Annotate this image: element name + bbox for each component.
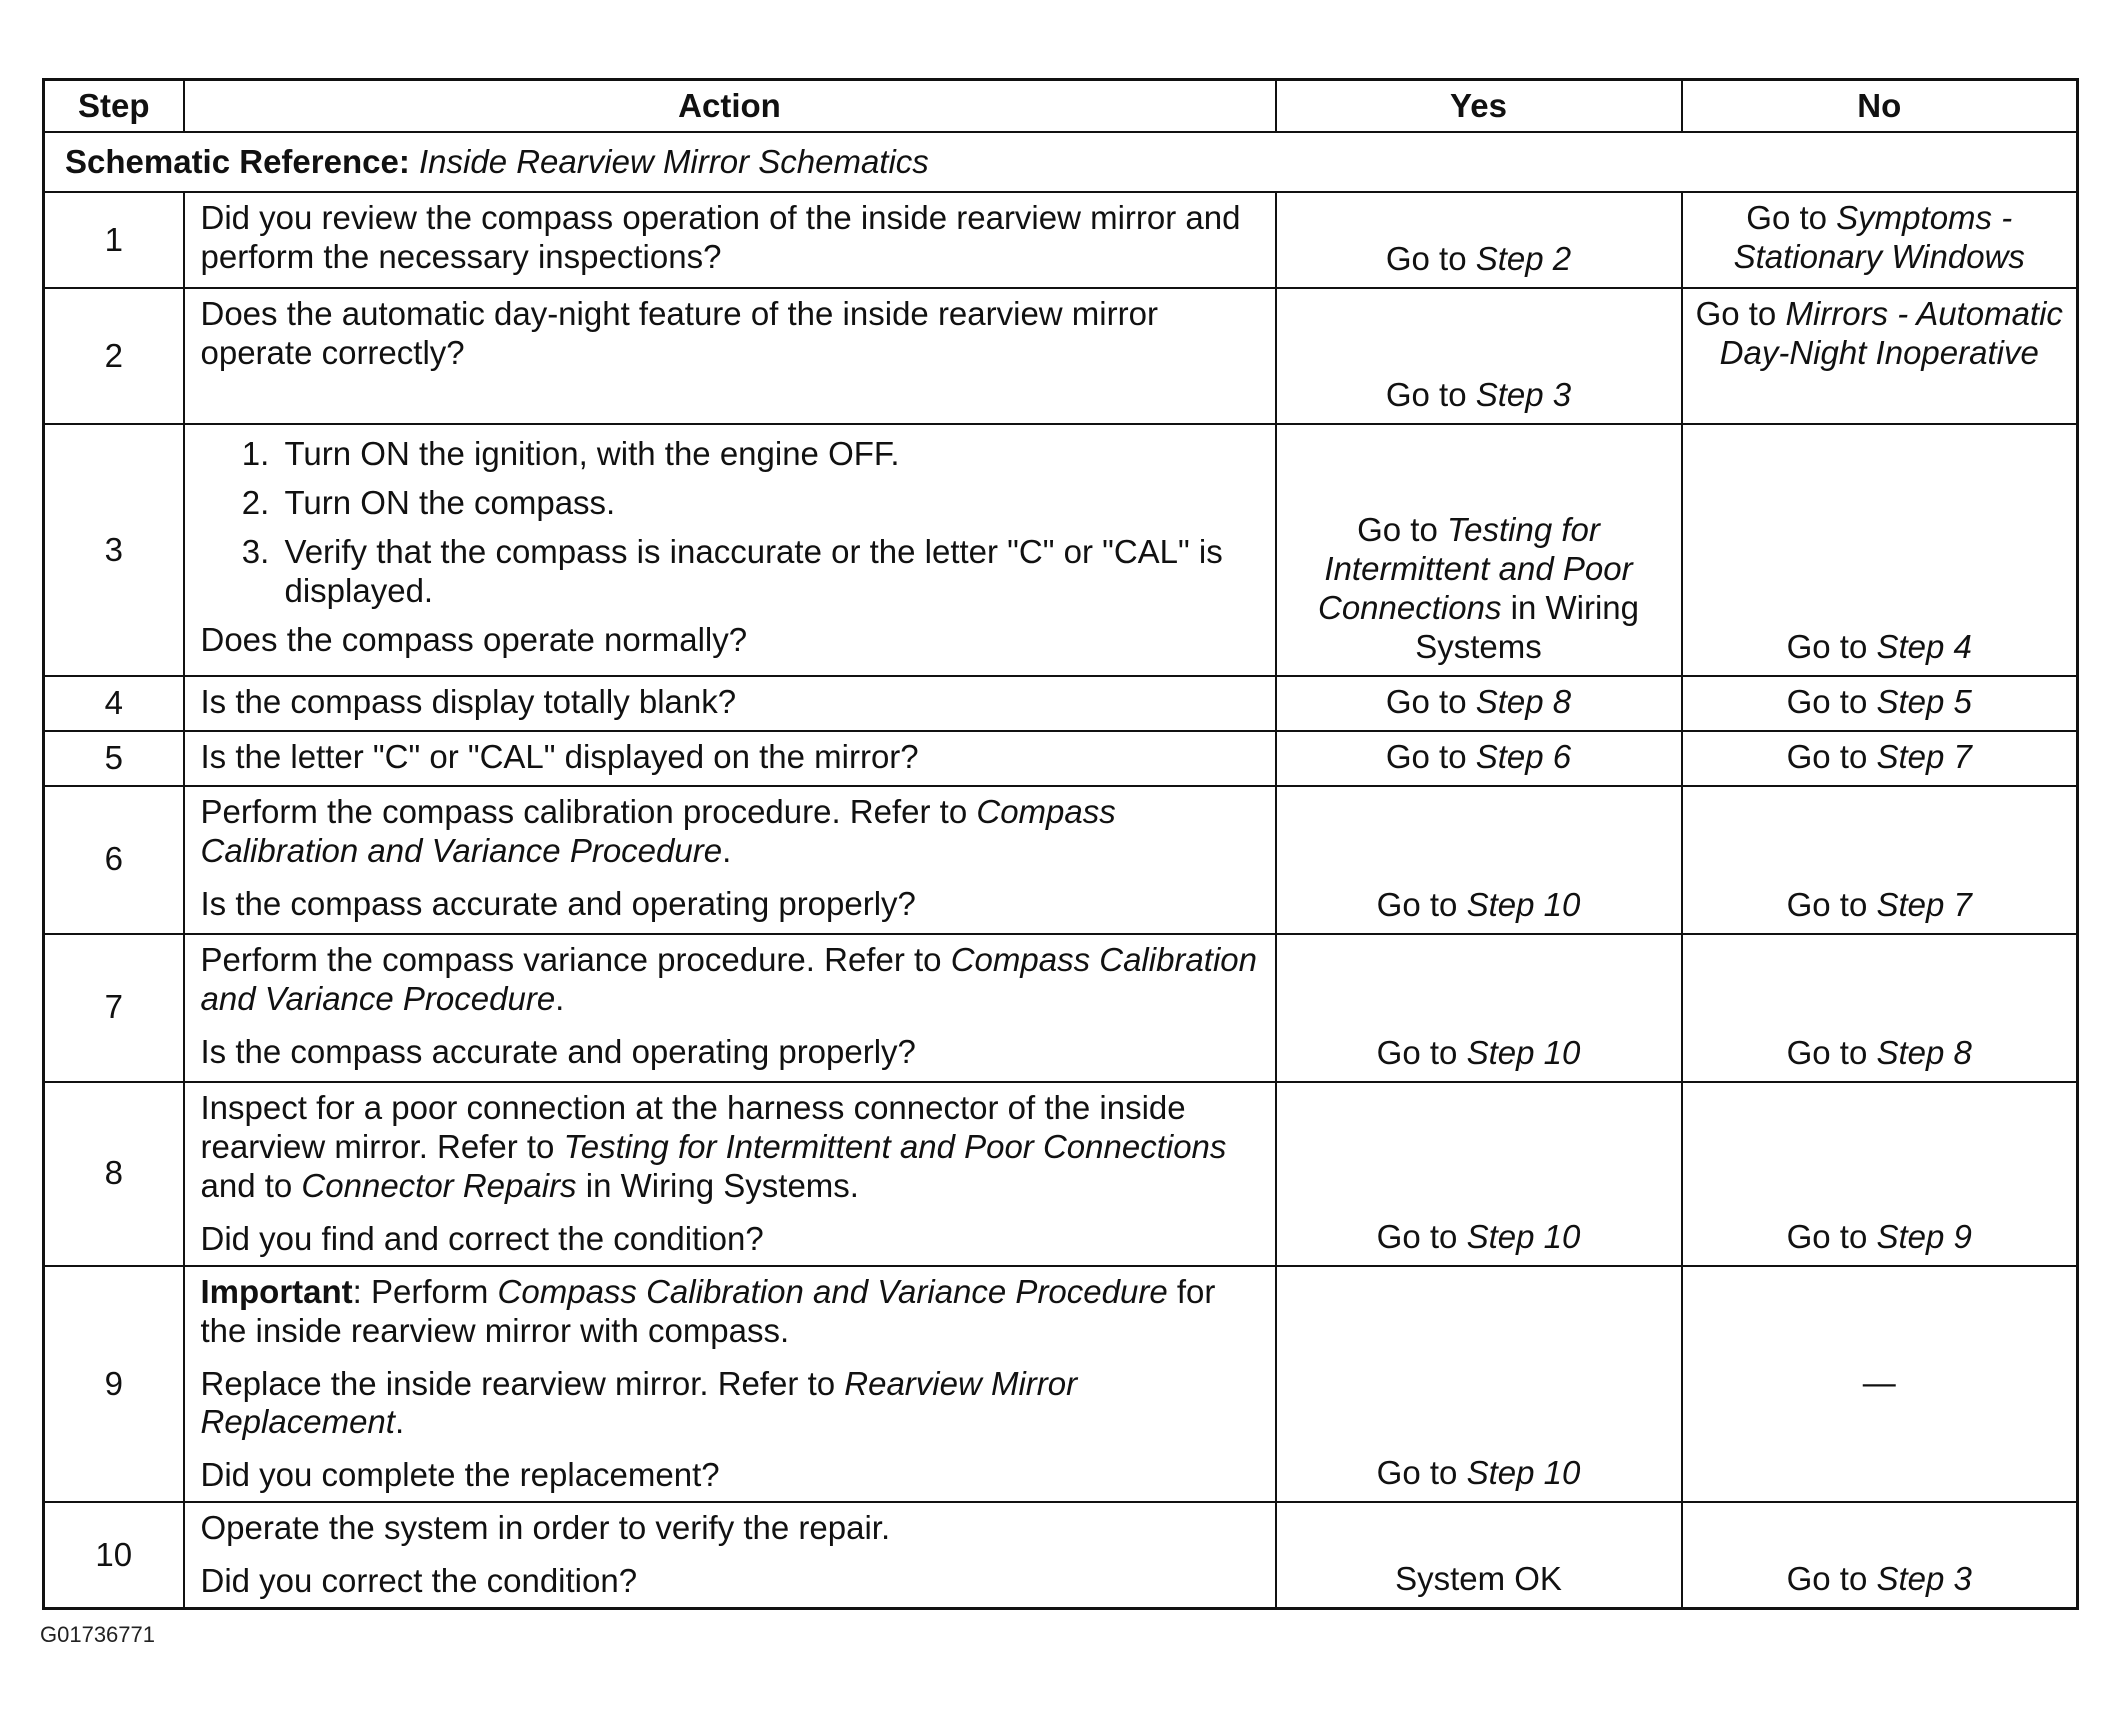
action-reference: Connector Repairs [301, 1166, 577, 1204]
important-reference: Compass Calibration and Variance Procedure [497, 1272, 1168, 1310]
procedure-item: 1. Turn ON the ignition, with the engine OFF. [279, 435, 1259, 474]
no-cell [1682, 934, 2078, 1082]
important-label: Important [200, 1272, 353, 1310]
yes-reference: Step 10 [1466, 1217, 1581, 1255]
yes-cell [1276, 288, 1682, 424]
no-prefix: Go to [1695, 295, 1777, 332]
yes-prefix: Go to [1376, 1217, 1458, 1255]
no-reference: Step 4 [1876, 628, 1972, 666]
step-number: 7 [44, 934, 184, 1082]
action-prefix: Perform the compass calibration procedure. Refer to [200, 792, 968, 830]
action-prefix: Replace the inside rearview mirror. Refer to [200, 1364, 836, 1402]
no-reference: Step 5 [1876, 683, 1972, 720]
yes-prefix: Go to [1385, 683, 1467, 720]
yes-reference: Step 3 [1475, 376, 1572, 414]
important-prefix: : Perform [352, 1272, 489, 1310]
yes-cell [1276, 1082, 1682, 1266]
no-prefix: Go to [1786, 1217, 1868, 1255]
no-prefix: Go to [1786, 628, 1868, 666]
action-text: Is the letter "C" or "CAL" displayed on the mirror? [200, 737, 919, 775]
action-cell [184, 424, 1276, 676]
step-number: 1 [44, 192, 184, 288]
header-no: No [1682, 80, 2078, 133]
yes-prefix: Go to [1385, 376, 1467, 414]
action-text [201, 1089, 1259, 1206]
step-number: 9 [44, 1266, 184, 1503]
yes-reference: Step 10 [1466, 1454, 1581, 1492]
action-question: Did you find and correct the condition? [200, 1219, 764, 1257]
action-question: Did you correct the condition? [200, 1562, 638, 1600]
table-row [44, 424, 2078, 676]
action-question: Is the compass accurate and operating properly? [200, 1032, 916, 1070]
action-prefix: Perform the compass variance procedure. Refer to [200, 940, 942, 978]
table-row [44, 1266, 2078, 1503]
no-prefix: Go to [1786, 737, 1868, 775]
yes-reference: Step 10 [1466, 885, 1581, 923]
header-step: Step [44, 80, 184, 133]
table-row [44, 786, 2078, 934]
table-row [44, 192, 2078, 288]
action-cell [184, 786, 1276, 934]
header-action: Action [184, 80, 1276, 133]
action-cell [184, 1266, 1276, 1503]
action-text: Operate the system in order to verify the repair. [200, 1509, 891, 1547]
step-number: 6 [44, 786, 184, 934]
yes-reference: Step 6 [1475, 737, 1572, 775]
no-cell [1682, 731, 2078, 786]
diagnostic-table [42, 78, 2079, 1610]
action-cell [184, 192, 1276, 288]
no-cell [1682, 288, 2078, 424]
step-number: 4 [44, 676, 184, 731]
yes-reference: Testing for Intermittent and Poor Connections [1318, 511, 1633, 627]
no-cell [1682, 786, 2078, 934]
no-prefix: Go to [1786, 1033, 1868, 1071]
action-text: Replace the inside rearview mirror. Refer to Rearview Mirror Replacement. [200, 1364, 1078, 1441]
no-cell: — [1682, 1266, 2078, 1503]
table-row [44, 934, 2078, 1082]
action-question: Does the compass operate normally? [200, 620, 748, 658]
action-cell [184, 676, 1276, 731]
action-text: Perform the compass variance procedure. Refer to Compass Calibration and Variance Procedure. [200, 940, 1257, 1017]
yes-suffix: in Wiring Systems [1415, 589, 1639, 666]
table-row [44, 676, 2078, 731]
yes-cell [1276, 424, 1682, 676]
action-cell [184, 934, 1276, 1082]
step-number: 8 [44, 1082, 184, 1266]
action-middle: and to [200, 1166, 293, 1204]
yes-prefix: Go to [1385, 737, 1467, 775]
step-number: 10 [44, 1502, 184, 1608]
table-row [44, 288, 2078, 424]
yes-prefix: Go to [1376, 1454, 1458, 1492]
no-prefix: Go to [1786, 683, 1868, 720]
yes-cell: System OK [1276, 1502, 1682, 1608]
no-cell [1682, 192, 2078, 288]
yes-cell [1276, 731, 1682, 786]
no-cell [1682, 424, 2078, 676]
action-cell [184, 1502, 1276, 1608]
action-reference: Testing for Intermittent and Poor Connections [563, 1127, 1227, 1165]
no-reference: Step 7 [1876, 885, 1972, 923]
action-prefix: Inspect for a poor connection at the harness connector of the inside rearview mirror. Refer to [200, 1088, 1186, 1165]
yes-prefix: Go to [1376, 1033, 1458, 1071]
step-number: 3 [44, 424, 184, 676]
header-row [44, 80, 2078, 133]
no-cell [1682, 676, 2078, 731]
yes-reference: Step 10 [1466, 1033, 1581, 1071]
no-prefix: Go to [1746, 199, 1827, 236]
yes-reference: Step 2 [1475, 240, 1572, 278]
table-row [44, 1502, 2078, 1608]
procedure-list [201, 435, 1259, 611]
important-suffix: for the inside rearview mirror with compass. [200, 1272, 1216, 1349]
action-suffix: in Wiring Systems. [585, 1166, 859, 1204]
no-reference: Step 3 [1876, 1560, 1972, 1598]
no-cell [1682, 1502, 2078, 1608]
no-reference: Symptoms - Stationary Windows [1733, 199, 2025, 275]
procedure-item: 3. Verify that the compass is inaccurate or the letter "C" or "CAL" is displayed. [279, 533, 1259, 611]
yes-cell [1276, 192, 1682, 288]
schematic-reference-link: Inside Rearview Mirror Schematics [419, 142, 929, 180]
action-reference: Compass Calibration and Variance Procedure [200, 940, 1257, 1017]
no-reference: Step 9 [1876, 1217, 1972, 1255]
figure-id: G01736771 [40, 1622, 155, 1647]
no-prefix: Go to [1786, 885, 1868, 923]
important-note [201, 1273, 1259, 1351]
action-reference: Rearview Mirror Replacement [200, 1364, 1078, 1441]
procedure-item: 2. Turn ON the compass. [279, 484, 1259, 523]
no-cell [1682, 1082, 2078, 1266]
action-text: Is the compass display totally blank? [200, 683, 737, 720]
yes-cell [1276, 1266, 1682, 1503]
yes-cell [1276, 934, 1682, 1082]
schematic-reference [44, 132, 2078, 192]
action-text: Does the automatic day-night feature of the inside rearview mirror operate correctly? [200, 295, 1158, 371]
yes-prefix: Go to [1357, 511, 1438, 549]
action-reference: Compass Calibration and Variance Procedure [200, 792, 1116, 869]
no-reference: Step 7 [1876, 737, 1972, 775]
yes-prefix: Go to [1385, 240, 1467, 278]
no-reference: Step 8 [1876, 1033, 1972, 1071]
no-reference: Mirrors - Automatic Day-Night Inoperative [1719, 295, 2063, 371]
action-cell [184, 1082, 1276, 1266]
schematic-reference-row [44, 132, 2078, 192]
no-prefix: Go to [1786, 1560, 1868, 1598]
yes-cell [1276, 676, 1682, 731]
action-text: Perform the compass calibration procedure. Refer to Compass Calibration and Variance Procedure. [200, 792, 1116, 869]
header-yes: Yes [1276, 80, 1682, 133]
action-text: Did you review the compass operation of the inside rearview mirror and perform the necessary inspections? [200, 199, 1241, 275]
yes-cell [1276, 786, 1682, 934]
schematic-reference-label: Schematic Reference: [65, 142, 410, 180]
action-question: Did you complete the replacement? [200, 1456, 720, 1494]
yes-reference: Step 8 [1475, 683, 1572, 720]
diagnostic-table-sheet [42, 78, 2076, 1610]
table-row [44, 1082, 2078, 1266]
action-question: Is the compass accurate and operating properly? [200, 884, 916, 922]
step-number: 2 [44, 288, 184, 424]
action-cell [184, 288, 1276, 424]
table-row [44, 731, 2078, 786]
step-number: 5 [44, 731, 184, 786]
yes-prefix: Go to [1376, 885, 1458, 923]
action-cell [184, 731, 1276, 786]
